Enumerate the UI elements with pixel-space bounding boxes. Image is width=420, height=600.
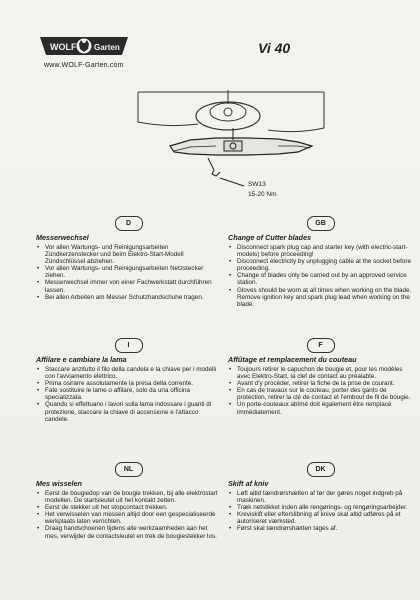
- language-badge-dk: DK: [307, 462, 335, 477]
- wrench-icon: [208, 158, 244, 186]
- logo-suffix: Garten: [94, 43, 120, 52]
- list-item: • Kreviskift eller efterslibning af knive skal altid udføres på et autoriseret værksted.: [228, 511, 413, 525]
- list-item: • Messerwechsel immer von einer Fachwerkstatt durchführen lassen.: [36, 279, 221, 293]
- instruction-list-nl: [36, 490, 221, 540]
- instruction-list-de: [36, 244, 221, 301]
- list-item: • Het verwisselen van messen altijd door een gespecialiseerde werkplaats laten verrichten.: [36, 511, 221, 525]
- list-item: • Prima osirarre assolutamente la presa della corrente.: [36, 380, 221, 387]
- section-it: [36, 338, 221, 423]
- section-title-dk: Skift af kniv: [228, 479, 269, 488]
- list-item: • Træk netstikket inden alle rengørings- og rengøringsarbejder.: [228, 504, 413, 511]
- section-gb: [228, 216, 413, 308]
- torque-label: 15-20 Nm: [248, 191, 277, 198]
- list-item: • Staccare anzitutto il filo della candela e la chiave per i modelli con l'avviamento elettrico.: [36, 366, 221, 380]
- section-dk: [228, 462, 413, 533]
- list-item: • Draag handschoenen tijdens alle werkzaamheden aan het mes, verwijder de contactsleutel en trek de bougiestekker los.: [36, 525, 221, 539]
- logo-brand: WOLF: [50, 42, 77, 52]
- model-title: Vi 40: [258, 40, 291, 56]
- website-url: www.WOLF-Garten.com: [44, 62, 124, 69]
- list-item: • Change of blades only be carried out by an approved service station.: [228, 272, 413, 286]
- section-title-de: Messerwechsel: [36, 233, 89, 242]
- list-item: • Vor allen Wartungs- und Reinigungsarbeiten Netzstecker ziehen.: [36, 265, 221, 279]
- list-item: • Løft altid tændrørshætten af før der gøres noget indgreb på maskinen.: [228, 490, 413, 504]
- list-item: • Fate sostituire le lame o affilare, solo da una officina specializzata.: [36, 387, 221, 401]
- language-badge-nl: NL: [115, 462, 143, 477]
- section-de: [36, 216, 221, 301]
- list-item: • Quando si effettuano i lavori sulla lama indossare i guanti di protezione, staccare la chiave di accensione e l'attacco candele.: [36, 401, 221, 422]
- language-badge-gb: GB: [307, 216, 335, 231]
- mower-housing-drawing: [138, 90, 324, 132]
- instruction-list-fr: [228, 366, 413, 416]
- list-item: • Vor allen Wartungs- und Reinigungsarbeiten Zündkerzenstecker und beim Elektro-Start-Modell Zündschlüssel abziehen.: [36, 244, 221, 265]
- section-title-nl: Mes wisselen: [36, 479, 82, 488]
- section-title-gb: Change of Cutter blades: [228, 233, 312, 242]
- blade-diagram: [128, 88, 328, 200]
- list-item: • Disconnect spark plug cap and starter key (with electric-start-models) before proceeding!: [228, 244, 413, 258]
- list-item: • Avant d'y procéder, retirer la fiche de la prise de courant.: [228, 380, 413, 387]
- wolf-garten-logo: [38, 34, 130, 58]
- instruction-list-gb: [228, 244, 413, 308]
- list-item: • Disconnect electricity by unplugging cable at the socket before proceeding.: [228, 258, 413, 272]
- language-badge-fr: F: [307, 338, 335, 353]
- instruction-list-dk: [228, 490, 413, 533]
- section-title-it: Affilare e cambiare la lama: [36, 355, 127, 364]
- instruction-list-it: [36, 366, 221, 423]
- list-item: • Eerst de stekker uit het stopcontact trekken.: [36, 504, 221, 511]
- list-item: • Bei allen Arbeiten am Messer Schutzhandschuhe tragen.: [36, 294, 221, 301]
- section-nl: [36, 462, 221, 540]
- section-fr: [228, 338, 413, 416]
- list-item: • Un porte-couteaux abîmé doit également être remplacé immédiatement.: [228, 401, 413, 415]
- list-item: • Toujours retirer le capuchon de bougie et, pour les modèles avec Elektro-Start, la clef de contact au préalable.: [228, 366, 413, 380]
- list-item: • En cas de travaux sur le couteau, porter des gants de protection, retirer la clé de contact et l'embout de fil de bougie.: [228, 387, 413, 401]
- language-badge-de: D: [115, 216, 143, 231]
- list-item: • Først skal tændrørshætten tages af.: [228, 525, 413, 532]
- section-title-fr: Affûtage et remplacement du couteau: [228, 355, 357, 364]
- wrench-size-label: SW13: [248, 181, 266, 188]
- language-badge-it: I: [115, 338, 143, 353]
- list-item: • Gloves should be worn at all times when working on the blade. Remove ignition key and spark plug lead when working on the blade.: [228, 287, 413, 308]
- list-item: • Eerst de bougiedop van de bougie trekken, bij alle elektrostart modellen. De startsleutel uit het kontakt zetten.: [36, 490, 221, 504]
